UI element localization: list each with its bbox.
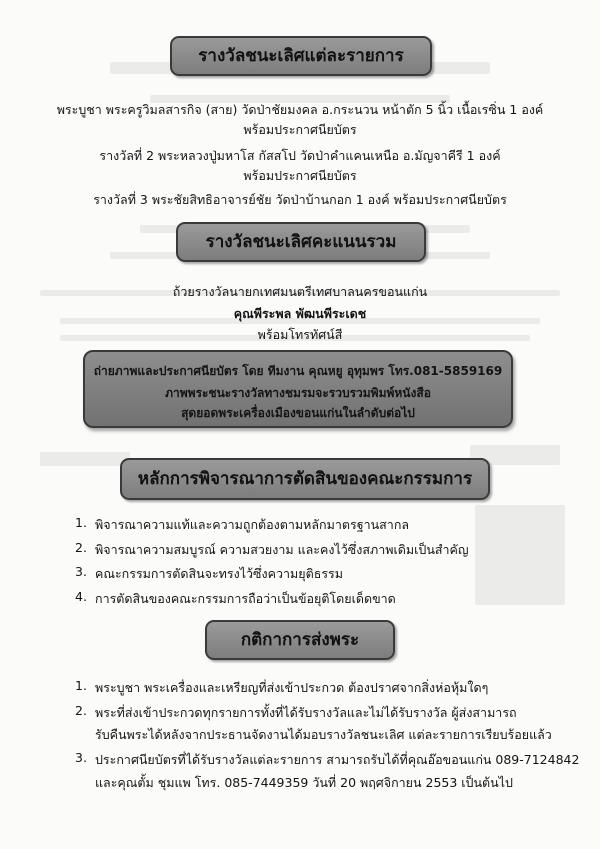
notice-line-1: ถ่ายภาพและประกาศนียบัตร โดย ทีมงาน คุณหยู อุทุมพร โทร.081-5859169 — [93, 364, 503, 378]
criteria-item — [75, 515, 545, 533]
overall-winner-prize: พร้อมโทรทัศน์สี — [257, 327, 343, 342]
category-winners-heading: รางวัลชนะเลิศแต่ละรายการ — [170, 36, 432, 76]
overall-winner-heading: รางวัลชนะเลิศคะแนนรวม — [176, 222, 426, 262]
category-winner-line-4: พร้อมประกาศนียบัตร — [243, 168, 357, 183]
criteria-item — [75, 564, 545, 582]
rule-text: ประกาศนียบัตรที่ได้รับรางวัลแต่ละรายการ สามารถรับได้ที่คุณอ๊อขอนแก่น 089-7124842 — [95, 752, 580, 767]
category-winner-line-5: รางวัลที่ 3 พระชัยสิทธิอาจารย์ชัย วัดป่าบ้านกอก 1 องค์ พร้อมประกาศนียบัตร — [93, 192, 507, 207]
criteria-text: คณะกรรมการตัดสินจะทรงไว้ซึ่งความยุติธรรม — [95, 566, 343, 581]
category-winner-line-1: พระบูชา พระครูวิมลสารกิจ (สาย) วัดป่าชัยมงคล อ.กระนวน หน้าตัก 5 นิ้ว เนื้อเรซิ่น 1 องค์ — [56, 102, 544, 117]
rule-item — [75, 678, 555, 696]
criteria-number: 4. — [75, 589, 87, 604]
rule-item — [75, 750, 580, 792]
criteria-text: พิจารณาความสมบูรณ์ ความสวยงาม และคงไว้ซึ่งสภาพเดิมเป็นสำคัญ — [95, 542, 469, 557]
rule-number: 1. — [75, 678, 87, 693]
category-winner-line-2: พร้อมประกาศนียบัตร — [243, 122, 357, 137]
rule-text: พระบูชา พระเครื่องและเหรียญที่ส่งเข้าประกวด ต้องปราศจากสิ่งห่อหุ้มใดๆ — [95, 680, 489, 695]
criteria-item — [75, 589, 545, 607]
rule-item — [75, 703, 555, 745]
rule-text: พระที่ส่งเข้าประกวดทุกรายการทั้งที่ได้รับรางวัลและไม่ได้รับรางวัล ผู้ส่งสามารถ — [95, 705, 517, 720]
criteria-number: 3. — [75, 564, 87, 579]
notice-line-3: สุดยอดพระเครื่องเมืองขอนแก่นในลำดับต่อไป — [181, 406, 415, 420]
rule-number: 3. — [75, 750, 87, 765]
rule-text-continued: และคุณตั้ม ชุมแพ โทร. 085-7449359 วันที่ 20 พฤศจิกายน 2553 เป็นต้นไป — [95, 775, 513, 790]
criteria-number: 2. — [75, 540, 87, 555]
category-winner-line-3: รางวัลที่ 2 พระหลวงปู่มหาโส กัสสโป วัดป่าคำแคนเหนือ อ.มัญจาคีรี 1 องค์ — [99, 148, 501, 163]
rule-text-continued: รับคืนพระได้หลังจากประธานจัดงานได้มอบรางวัลชนะเลิศ แต่ละรายการเรียบร้อยแล้ว — [95, 727, 552, 742]
overall-winner-trophy: ถ้วยรางวัลนายกเทศมนตรีเทศบาลนครขอนแก่น — [172, 284, 428, 299]
criteria-text: การตัดสินของคณะกรรมการถือว่าเป็นข้อยุติโดยเด็ดขาด — [95, 591, 396, 606]
criteria-item — [75, 540, 545, 558]
submission-rules-heading: กติกาการส่งพระ — [205, 620, 395, 660]
notice-line-2: ภาพพระชนะรางวัลทางชมรมจะรวบรวมพิมพ์หนังสือ — [165, 386, 431, 400]
judging-criteria-heading: หลักการพิจารณาการตัดสินของคณะกรรมการ — [120, 458, 490, 500]
photo-notice-box — [83, 350, 513, 428]
criteria-number: 1. — [75, 515, 87, 530]
criteria-text: พิจารณาความแท้และความถูกต้องตามหลักมาตรฐานสากล — [95, 517, 410, 532]
overall-winner-name: คุณพีระพล พัฒนพีระเดช — [233, 306, 367, 321]
rule-number: 2. — [75, 703, 87, 718]
